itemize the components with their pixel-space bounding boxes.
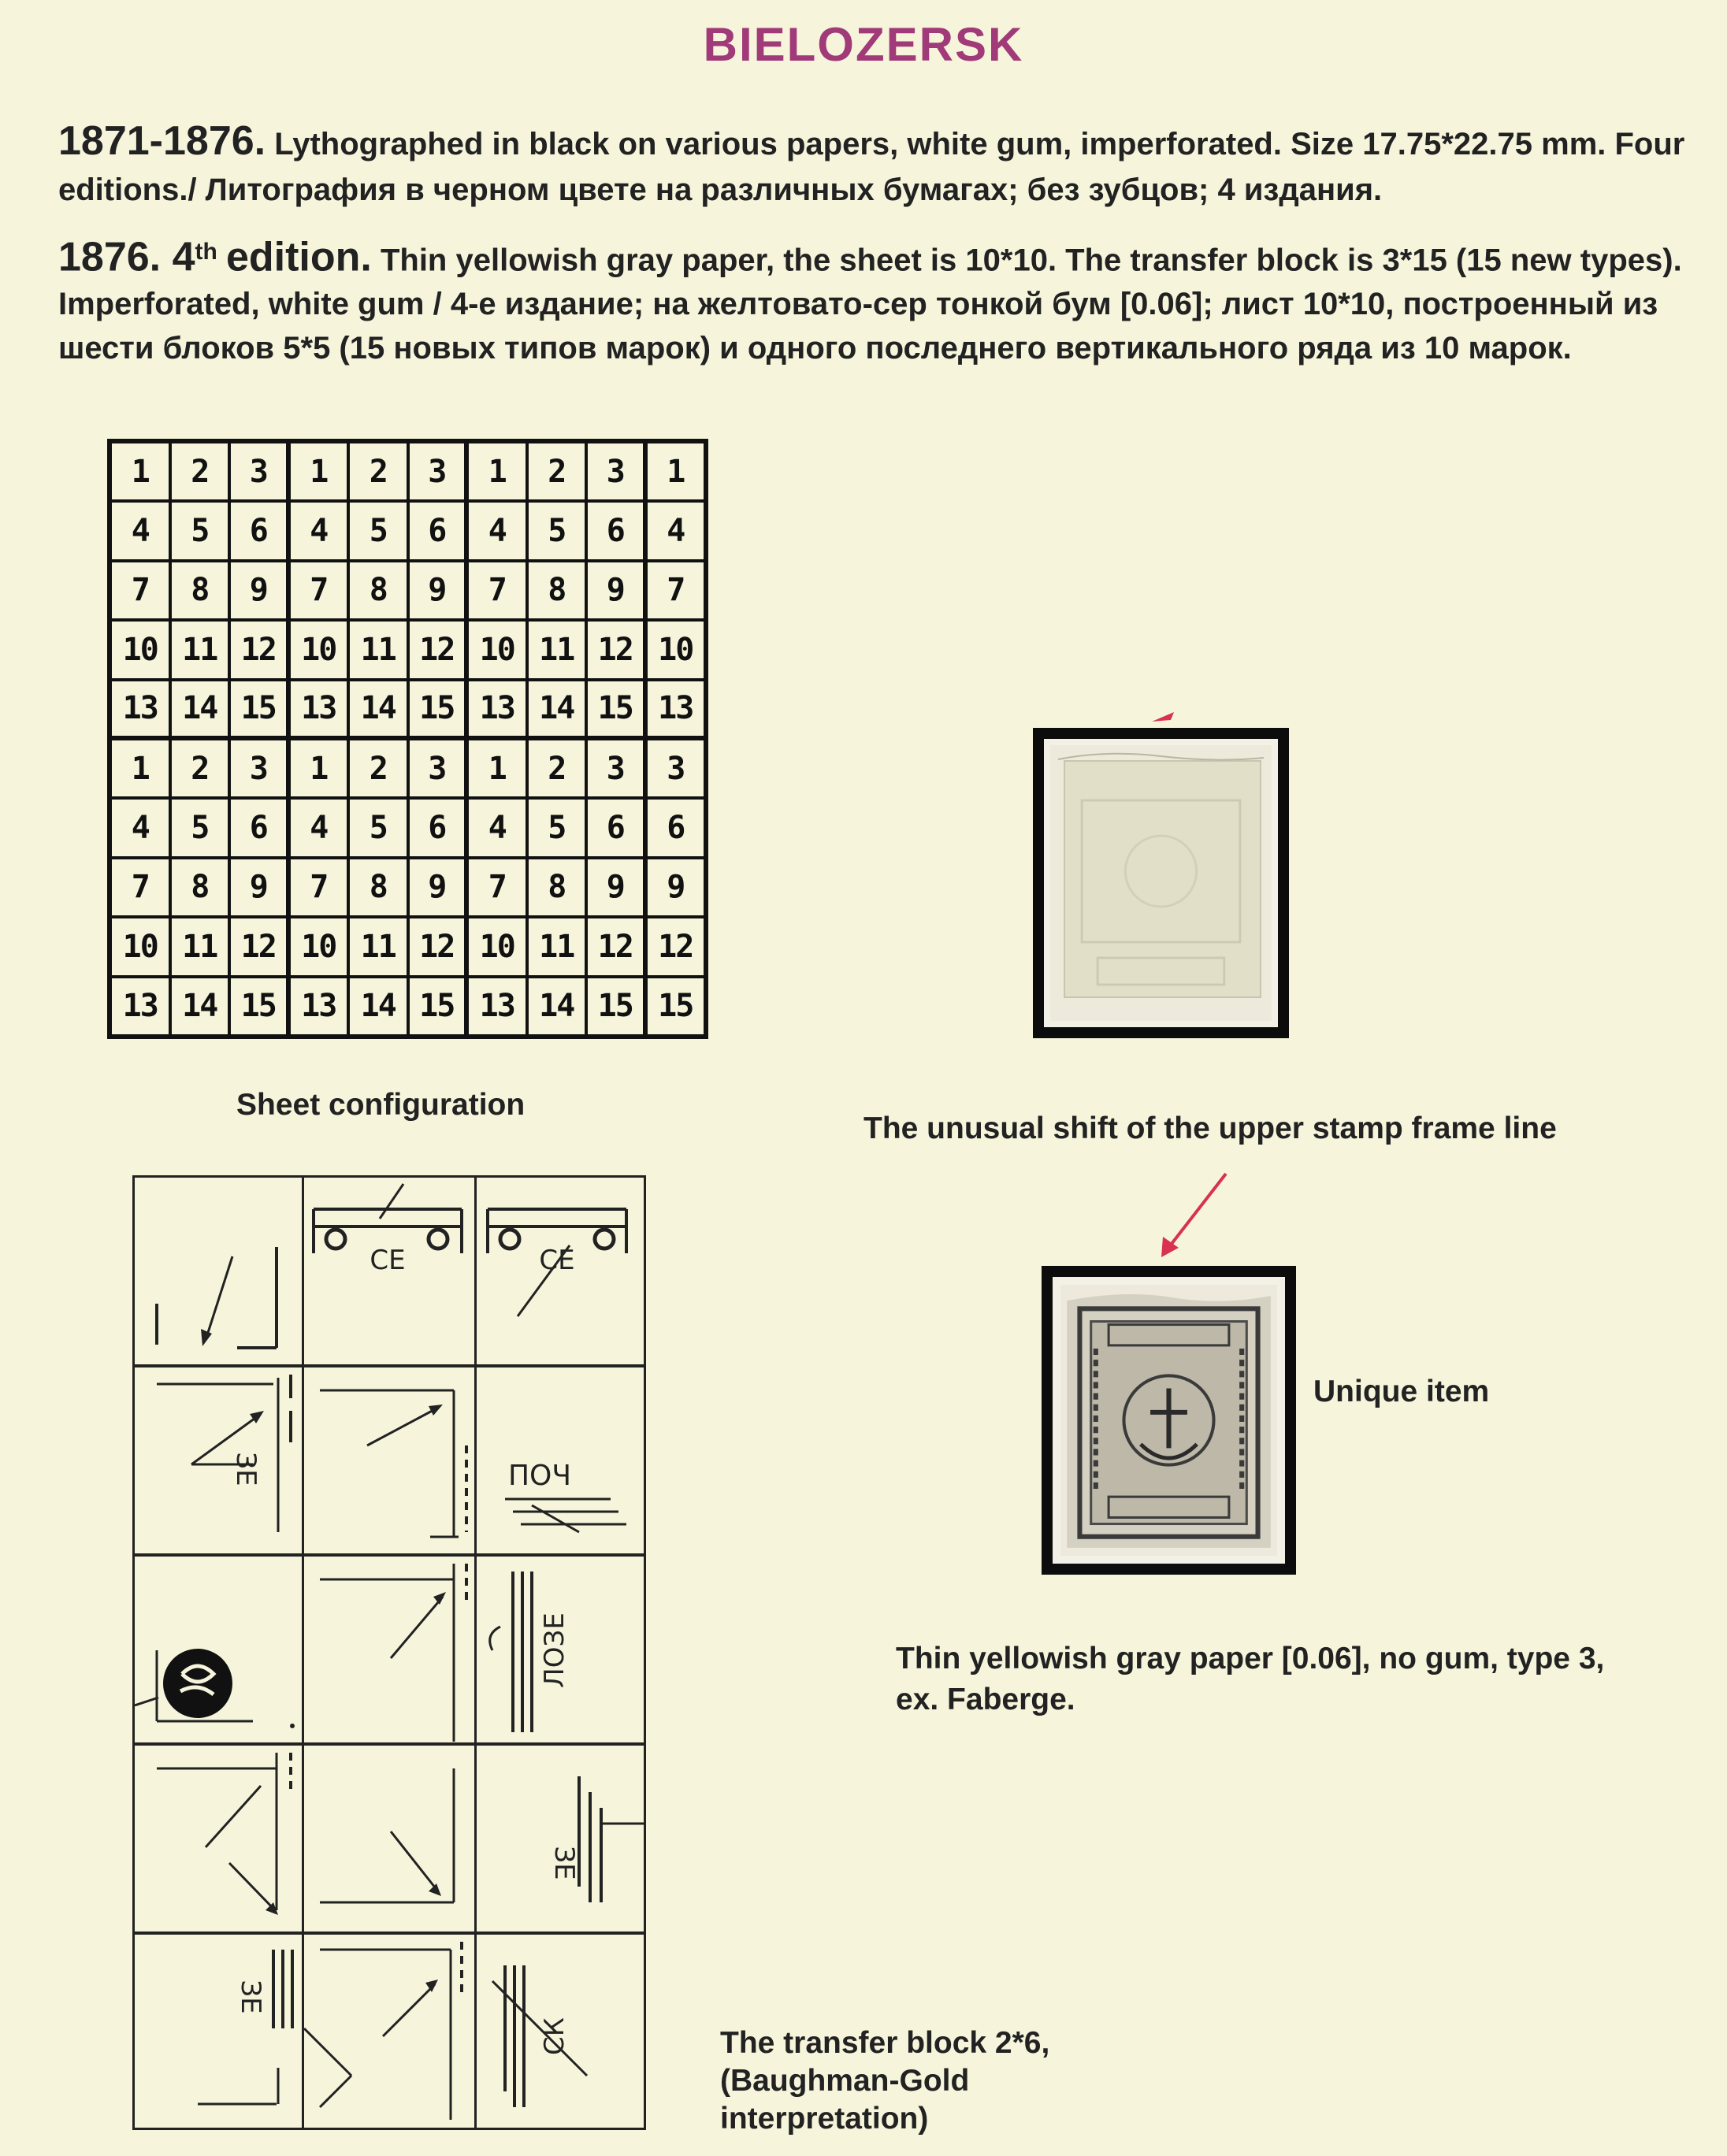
- sheet-cell: 8: [348, 858, 408, 917]
- tb-cell-5-3: [474, 1931, 646, 2130]
- sheet-cell: 1: [110, 442, 170, 501]
- sheet-cell: 6: [229, 798, 289, 857]
- sheet-cell: 11: [527, 620, 587, 679]
- sheet-cell: 5: [527, 501, 587, 560]
- sheet-cell: 7: [646, 561, 706, 620]
- stamp-shift-mount: [1033, 728, 1289, 1038]
- sheet-cell: 1: [110, 739, 170, 798]
- sheet-cell: 6: [586, 798, 646, 857]
- sheet-cell: 3: [408, 442, 468, 501]
- edition-text: Thin yellowish gray paper, the sheet is 10*10. The transfer block is 3*15 (15 new types). Imperforated, white gum / 4-е издание; на желтовато-сер тонкой бум [0.06]; лист 10*10, построенный из шести блоков 5*5 (15 новых типов марок) и одного последнего вертикального ряда из 10 марок.: [58, 243, 1682, 366]
- sheet-cell: 2: [348, 442, 408, 501]
- intro-text: Lythographed in black on various papers, white gum, imperforated. Size 17.75*22.75 mm. Four editions./ Литография в черном цвете на различных бумагах; без зубцов; 4 издания.: [58, 127, 1685, 207]
- sheet-configuration-grid: [107, 439, 708, 1039]
- edition-lead-year: 1876. 4: [58, 234, 195, 280]
- sheet-cell: 10: [289, 620, 349, 679]
- sheet-cell: 10: [467, 620, 527, 679]
- tb-sketch-2-1: [135, 1367, 302, 1554]
- sheet-cell: 10: [110, 917, 170, 976]
- sheet-cell: 1: [467, 739, 527, 798]
- sheet-cell: 4: [467, 798, 527, 857]
- sheet-cell: 11: [170, 620, 230, 679]
- tb-cell-2-3: [474, 1364, 646, 1557]
- tb-cell-1-2: [302, 1175, 477, 1367]
- sheet-cell: 5: [348, 798, 408, 857]
- tb-sketch-1-3: [477, 1178, 644, 1365]
- tb-text-ce1: СЕ: [370, 1245, 406, 1276]
- sheet-cell: 10: [110, 620, 170, 679]
- sheet-cell: 8: [527, 561, 587, 620]
- tb-sketch-1-1: [135, 1178, 302, 1365]
- tb-cell-3-1: [132, 1553, 304, 1746]
- intro-lead: 1871-1876.: [58, 118, 266, 164]
- sheet-cell: 14: [170, 977, 230, 1036]
- page-title: BIELOZERSK: [703, 18, 1024, 71]
- tb-text-loze: ЛОЗЕ: [539, 1612, 570, 1688]
- tb-cell-1-3: [474, 1175, 646, 1367]
- sheet-cell: 12: [408, 917, 468, 976]
- sheet-cell: 12: [229, 917, 289, 976]
- red-arrow-icon: [1150, 1166, 1245, 1260]
- sheet-cell: 13: [467, 680, 527, 739]
- sheet-cell: 15: [586, 977, 646, 1036]
- tb-sketch-3-2: [304, 1556, 474, 1743]
- sheet-cell: 8: [527, 858, 587, 917]
- stamp-shift-caption: The unusual shift of the upper stamp frame line: [864, 1111, 1557, 1145]
- sheet-cell: 15: [646, 977, 706, 1036]
- stamp-unique-caption: Thin yellowish gray paper [0.06], no gum, type 3, ex. Faberge.: [896, 1642, 1605, 1716]
- sheet-cell: 12: [408, 620, 468, 679]
- sheet-cell: 14: [170, 680, 230, 739]
- transfer-block-caption: [720, 2024, 1049, 2138]
- sheet-cell: 13: [110, 680, 170, 739]
- sheet-cell: 15: [586, 680, 646, 739]
- sheet-cell: 13: [289, 977, 349, 1036]
- sheet-cell: 7: [110, 561, 170, 620]
- tb-sketch-4-2: [304, 1745, 474, 1932]
- sheet-cell: 4: [110, 798, 170, 857]
- sheet-cell: 6: [646, 798, 706, 857]
- edition-lead-sup: th: [195, 239, 217, 265]
- sheet-cell: 7: [289, 858, 349, 917]
- sheet-cell: 5: [527, 798, 587, 857]
- intro-paragraph: [58, 118, 1697, 213]
- sheet-cell: 8: [348, 561, 408, 620]
- sheet-cell: 1: [646, 442, 706, 501]
- sheet-cell: 12: [586, 917, 646, 976]
- sheet-cell: 10: [467, 917, 527, 976]
- sheet-cell: 14: [527, 977, 587, 1036]
- pointer-arrow-icon: [1150, 709, 1182, 725]
- sheet-cell: 9: [229, 858, 289, 917]
- sheet-cell: 4: [289, 798, 349, 857]
- sheet-cell: 15: [408, 977, 468, 1036]
- tb-text-sk: СК: [539, 2017, 570, 2055]
- tb-cell-2-2: [302, 1364, 477, 1557]
- sheet-cell: 9: [229, 561, 289, 620]
- sheet-cell: 10: [289, 917, 349, 976]
- sheet-cell: 7: [467, 858, 527, 917]
- tb-text-ce2: СЕ: [539, 1245, 575, 1276]
- tb-cell-4-3: [474, 1742, 646, 1935]
- sheet-cell: 3: [408, 739, 468, 798]
- sheet-cell: 7: [289, 561, 349, 620]
- sheet-cell: 11: [348, 917, 408, 976]
- tb-cell-1-1: [132, 1175, 304, 1367]
- tb-sketch-2-3: [477, 1367, 644, 1554]
- sheet-cell: 15: [229, 680, 289, 739]
- tb-text-ze2: ЗЕ: [548, 1846, 580, 1880]
- tb-sketch-3-1: [135, 1556, 302, 1743]
- sheet-cell: 9: [586, 858, 646, 917]
- sheet-cell: 1: [289, 739, 349, 798]
- sheet-cell: 7: [110, 858, 170, 917]
- sheet-cell: 4: [646, 501, 706, 560]
- sheet-cell: 3: [229, 442, 289, 501]
- sheet-cell: 6: [229, 501, 289, 560]
- tb-cell-3-3: [474, 1553, 646, 1746]
- stamp-unique-image: [1060, 1285, 1277, 1556]
- sheet-cell: 5: [170, 501, 230, 560]
- sheet-cell: 5: [348, 501, 408, 560]
- sheet-cell: 15: [229, 977, 289, 1036]
- tb-sketch-5-3: [477, 1934, 644, 2128]
- sheet-cell: 12: [586, 620, 646, 679]
- tb-cell-5-1: [132, 1931, 304, 2130]
- tb-cell-4-2: [302, 1742, 477, 1935]
- tb-text-ze1: ЗЕ: [230, 1452, 262, 1486]
- sheet-cell: 15: [408, 680, 468, 739]
- tb-cell-5-2: [302, 1931, 477, 2130]
- tb-caption-line2: (Baughman-Gold: [720, 2064, 970, 2098]
- sheet-cell: 6: [408, 798, 468, 857]
- sheet-cell: 9: [408, 561, 468, 620]
- sheet-cell: 11: [170, 917, 230, 976]
- stamp-unique-mount: [1042, 1266, 1296, 1575]
- edition-lead-word: edition.: [225, 234, 372, 280]
- tb-sketch-4-3: [477, 1745, 644, 1932]
- sheet-cell: 10: [646, 620, 706, 679]
- sheet-cell: 1: [467, 442, 527, 501]
- sheet-cell: 2: [527, 442, 587, 501]
- sheet-cell: 14: [527, 680, 587, 739]
- sheet-cell: 2: [527, 739, 587, 798]
- sheet-cell: 3: [586, 442, 646, 501]
- sheet-cell: 1: [289, 442, 349, 501]
- sheet-cell: 2: [170, 442, 230, 501]
- sheet-cell: 6: [408, 501, 468, 560]
- sheet-cell: 13: [646, 680, 706, 739]
- tb-cell-3-2: [302, 1553, 477, 1746]
- sheet-cell: 12: [646, 917, 706, 976]
- tb-sketch-2-2: [304, 1367, 474, 1554]
- sheet-cell: 13: [467, 977, 527, 1036]
- sheet-cell: 9: [408, 858, 468, 917]
- tb-sketch-4-1: [135, 1745, 302, 1932]
- tb-sketch-5-1: [135, 1934, 302, 2128]
- sheet-cell: 6: [586, 501, 646, 560]
- tb-text-poch: ПОЧ: [507, 1460, 572, 1492]
- tb-caption-line3: interpretation): [720, 2102, 929, 2136]
- transfer-block-sketch: [132, 1175, 646, 2130]
- sheet-caption: Sheet configuration: [236, 1088, 526, 1122]
- sheet-cell: 11: [348, 620, 408, 679]
- tb-sketch-3-3: [477, 1556, 644, 1743]
- edition-paragraph: [58, 230, 1697, 370]
- sheet-cell: 4: [467, 501, 527, 560]
- sheet-cell: 2: [170, 739, 230, 798]
- stamp-shift-image: [1050, 745, 1272, 1021]
- sheet-cell: 3: [586, 739, 646, 798]
- sheet-cell: 3: [646, 739, 706, 798]
- tb-caption-line1: The transfer block 2*6,: [720, 2026, 1050, 2060]
- sheet-cell: 11: [527, 917, 587, 976]
- sheet-cell: 14: [348, 680, 408, 739]
- sheet-cell: 4: [289, 501, 349, 560]
- sheet-cell: 13: [110, 977, 170, 1036]
- sheet-cell: 9: [646, 858, 706, 917]
- sheet-cell: 8: [170, 561, 230, 620]
- sheet-cell: 13: [289, 680, 349, 739]
- sheet-cell: 9: [586, 561, 646, 620]
- sheet-cell: 8: [170, 858, 230, 917]
- tb-cell-4-1: [132, 1742, 304, 1935]
- sheet-cell: 14: [348, 977, 408, 1036]
- sheet-cell: 4: [110, 501, 170, 560]
- sheet-cell: 5: [170, 798, 230, 857]
- sheet-cell: 7: [467, 561, 527, 620]
- tb-text-ze3: ЗЕ: [235, 1980, 266, 2014]
- tb-sketch-1-2: [304, 1178, 474, 1365]
- sheet-cell: 12: [229, 620, 289, 679]
- unique-item-label: Unique item: [1313, 1375, 1490, 1408]
- sheet-cell: 2: [348, 739, 408, 798]
- tb-sketch-5-2: [304, 1934, 474, 2128]
- tb-cell-2-1: [132, 1364, 304, 1557]
- sheet-cell: 3: [229, 739, 289, 798]
